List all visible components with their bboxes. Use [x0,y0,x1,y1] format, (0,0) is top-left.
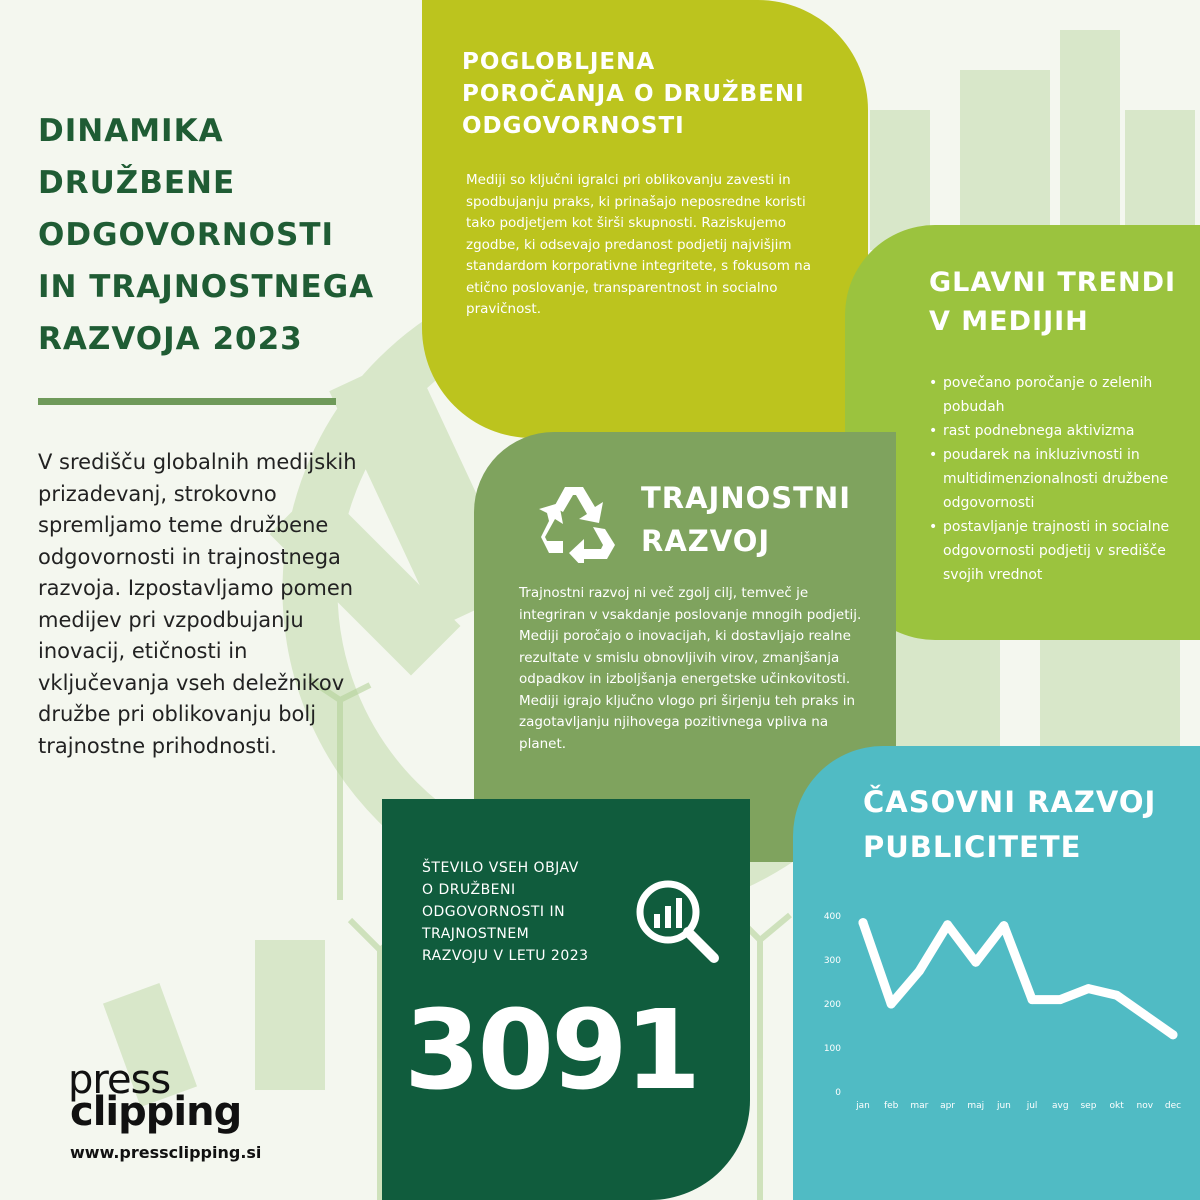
y-tick-label: 400 [823,912,841,922]
data-point [1056,995,1065,1004]
x-tick-label: apr [940,1101,956,1111]
x-tick-label: nov [1136,1101,1154,1111]
y-tick-label: 300 [823,956,841,966]
reporting-heading [462,46,828,142]
label-line: RAZVOJU V LETU 2023 [422,948,589,964]
sustainability-header [529,477,869,567]
intro-text: V središču globalnih medijskih prizadevanj, strokovno spremljamo teme družbene odgovornosti in trajnostnega razvoja. Izpostavljamo pomen medijev pri vzpodbujanju inovacij, etičnosti in vključevanja vseh deležnikov družbe pri oblikovanju bolj trajnostne prihodnosti. [38,450,357,758]
data-point [999,921,1008,930]
data-point [887,1000,896,1009]
data-point [1112,991,1121,1000]
label-line: ODGOVORNOSTI IN [422,904,566,920]
x-tick-label: avg [1051,1101,1069,1111]
timeline-heading [863,780,1156,870]
timeline-panel [793,746,1200,1200]
data-point [1169,1030,1178,1039]
trends-panel [845,225,1200,640]
x-tick-label: mar [910,1101,929,1111]
data-point [943,920,952,929]
sustainability-text: Trajnostni razvoj ni več zgolj cilj, temveč je integriran v vsakdanje poslovanje mnogih podjetij. Mediji poročajo o inovacijah, ki dostavljajo realne rezultate v smislu obnovljivih virov, zmanjšanja odpadkov in izboljšanja energetske učinkovitosti. Mediji igrajo ključno vlogo pri širjenju teh praks in zagotavljanju njihovega pozitivnega vpliva na planet. [519,585,862,752]
list-item: • postavljanje trajnosti in socialne odgovornosti podjetij v središče svojih vrednot [929,515,1178,587]
pressclipping-logo [68,1057,288,1180]
y-tick-label: 200 [823,1000,841,1010]
y-tick-label: 100 [823,1044,841,1054]
stat-value: 3091 [404,986,699,1114]
trends-heading [929,263,1178,341]
list-item: • povečano poročanje o zelenih pobudah [929,371,1178,419]
publicity-line-chart [793,896,1200,1196]
stat-panel [382,799,750,1200]
stat-label [422,857,627,967]
label-line: ŠTEVILO VSEH OBJAV [422,860,579,876]
x-tick-label: feb [883,1101,899,1111]
title-line: DINAMIKA [38,113,224,149]
data-point [1028,995,1037,1004]
x-tick-label: jun [996,1101,1011,1111]
heading-line: POGLOBLJENA [462,49,656,75]
list-item: • rast podnebnega aktivizma [929,419,1178,443]
x-tick-label: jan [856,1101,870,1111]
label-line: O DRUŽBENI [422,882,516,898]
data-point [971,958,980,967]
reporting-panel [422,0,868,438]
data-point [1140,1011,1149,1020]
data-point [915,967,924,976]
reporting-text: Mediji so ključni igralci pri oblikovanju zavesti in spodbujanju praks, ki prinašajo neposredne koristi tako podjetjem kot širši skupnosti. Raziskujemo zgodbe, ki odsevajo predanost podjetij najvišjim standardom korporativne integritete, s fokusom na etično poslovanje, transparentnost in socialno pravičnost. [466,172,811,317]
magnifier-chart-icon [630,874,722,966]
label-line: TRAJNOSTNEM [422,926,530,942]
logo-press-text: press [68,1057,171,1103]
x-tick-label: maj [967,1101,985,1111]
heading-line: GLAVNI TRENDI [929,267,1177,298]
x-tick-label: sep [1080,1101,1097,1111]
title-line: IN TRAJNOSTNEGA [38,269,375,305]
title-line: DRUŽBENE [38,165,236,201]
heading-line: PUBLICITETE [863,830,1082,864]
heading-line: ODGOVORNOSTI [462,113,685,139]
data-point [859,918,868,927]
series-line [863,923,1173,1035]
heading-line: ČASOVNI RAZVOJ [863,785,1157,819]
x-tick-label: jul [1026,1101,1038,1111]
y-tick-label: 0 [835,1088,841,1098]
logo-clipping-text: clipping [70,1089,242,1135]
x-tick-label: dec [1164,1101,1182,1111]
page-title [38,105,418,365]
data-point [1084,984,1093,993]
title-line: ODGOVORNOSTI [38,217,335,253]
heading-line: TRAJNOSTNI [641,481,851,515]
heading-line: POROČANJA O DRUŽBENI [462,81,805,107]
heading-line: V MEDIJIH [929,306,1089,337]
website-link[interactable]: www.pressclipping.si [70,1143,262,1162]
sustainability-heading [641,477,851,563]
recycle-icon [529,483,619,563]
x-tick-label: okt [1109,1101,1124,1111]
list-item: • poudarek na inkluzivnosti in multidimenzionalnosti družbene odgovornosti [929,443,1178,515]
title-line: RAZVOJA 2023 [38,321,303,357]
trends-list [929,371,1178,587]
heading-line: RAZVOJ [641,524,771,558]
title-divider [38,398,336,405]
